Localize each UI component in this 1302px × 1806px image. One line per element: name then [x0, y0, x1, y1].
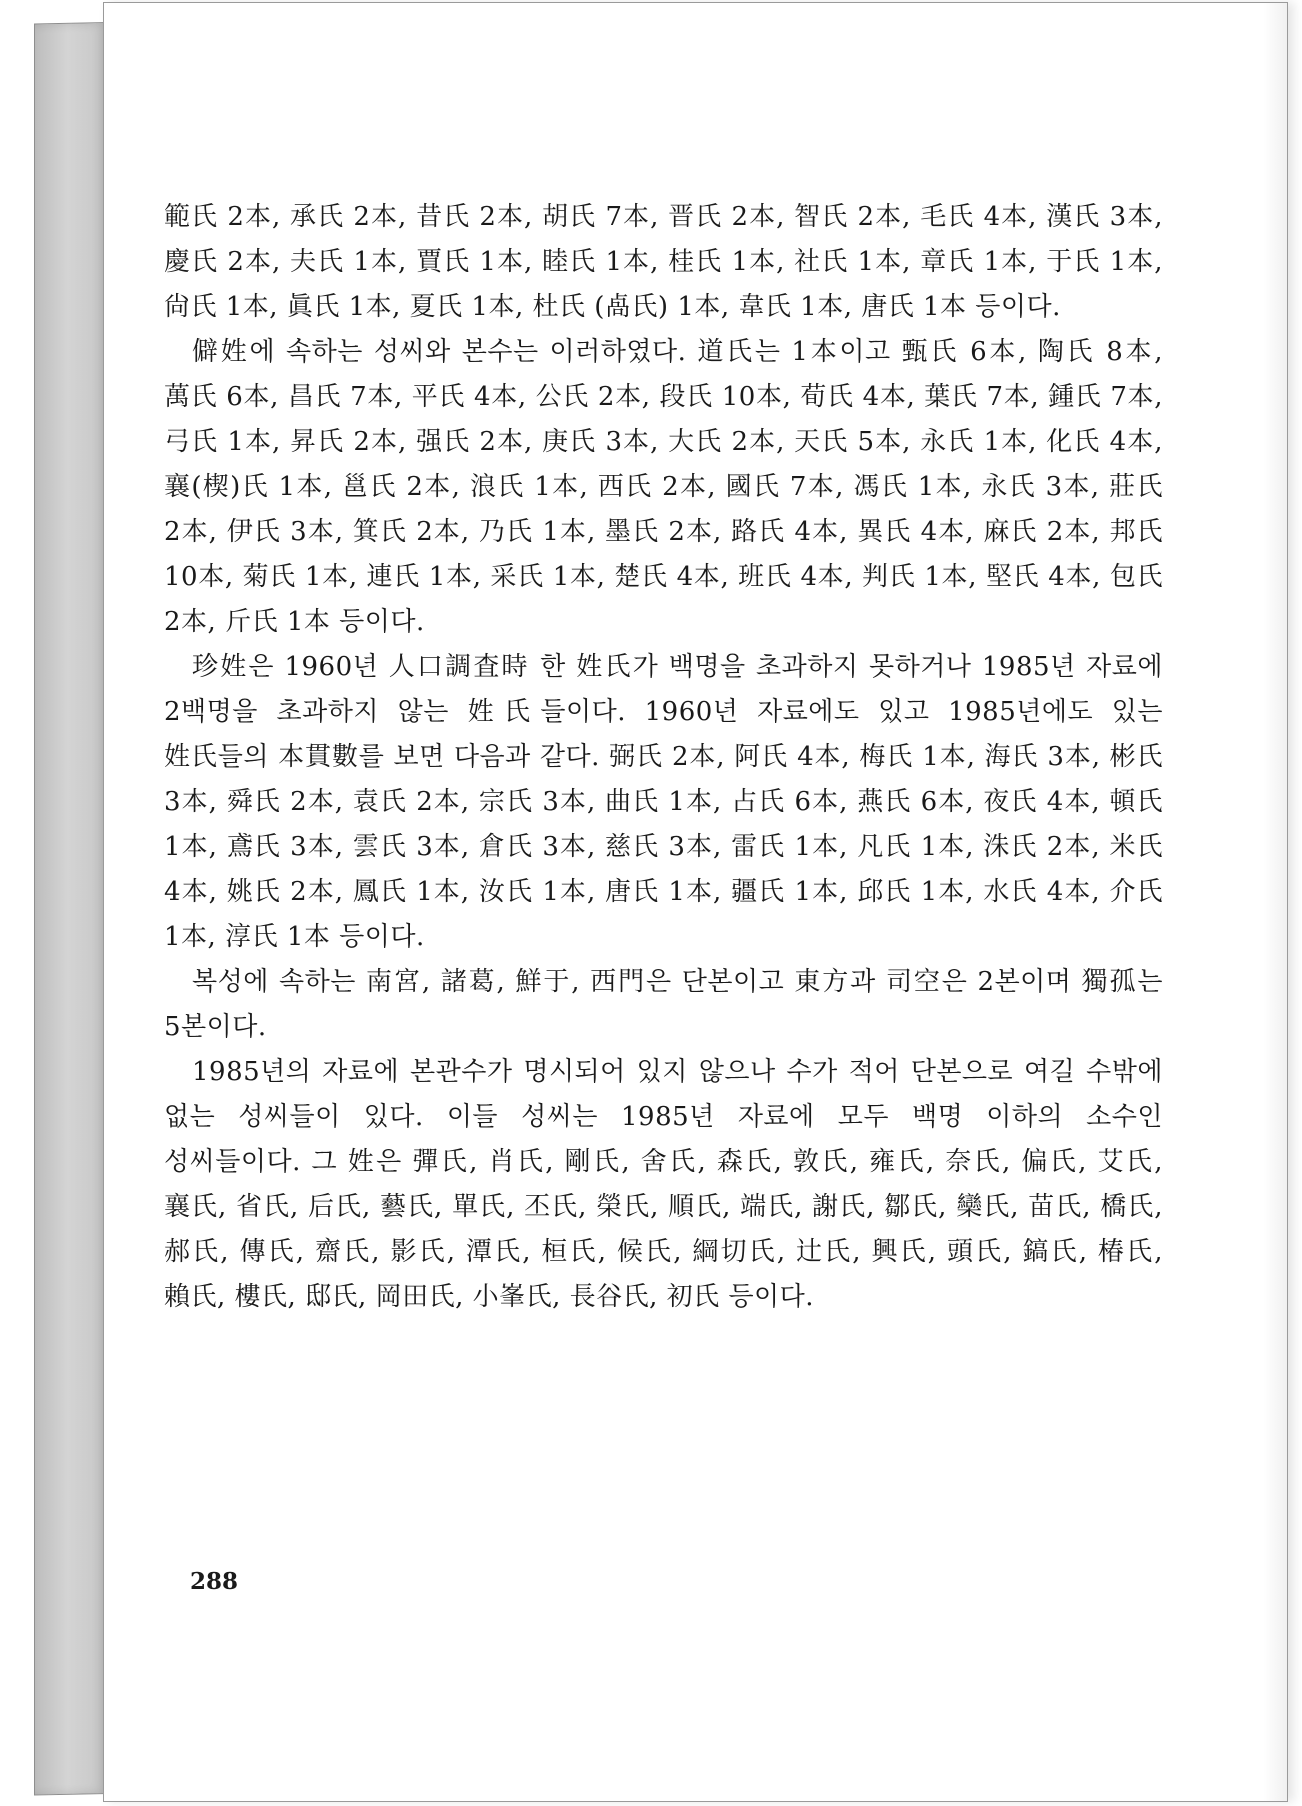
body-text — [164, 195, 1163, 1320]
page-number: 288 — [190, 1568, 239, 1595]
page-edge-shadow — [1263, 3, 1287, 1801]
paragraph-continued-surnames: 範氏 2本, 承氏 2本, 昔氏 2本, 胡氏 7本, 晋氏 2本, 智氏 2本, 毛氏 4本, 漢氏 3本, 慶氏 2本, 夫氏 1本, 賈氏 1本, 睦氏 1本, 桂氏 1本, 社氏 1本, 章氏 1本, 于氏 1本, 尙氏 1本, 眞氏 1本, 夏氏 1本, 杜氏 (卨氏) 1本, 韋氏 1本, 唐氏 1本 등이다. — [164, 202, 1163, 322]
paragraph-rare-surnames: 僻姓에 속하는 성씨와 본수는 이러하였다. 道氏는 1本이고 甄氏 6本, 陶氏 8本, 萬氏 6本, 昌氏 7本, 平氏 4本, 公氏 2本, 段氏 10本, 荀氏 4本, 葉氏 7本, 鍾氏 7本, 弓氏 1本, 昇氏 2本, 强氏 2本, 庚氏 3本, 大氏 2本, 天氏 5本, 永氏 1本, 化氏 4本, 襄(楔)氏 1本, 邕氏 2本, 浪氏 1本, 西氏 2本, 國氏 7本, 馮氏 1本, 永氏 3本, 莊氏 2本, 伊氏 3本, 箕氏 2本, 乃氏 1本, 墨氏 2本, 路氏 4本, 異氏 4本, 麻氏 2本, 邦氏 10本, 菊氏 1本, 連氏 1本, 采氏 1本, 楚氏 4本, 班氏 4本, 判氏 1本, 堅氏 4本, 包氏 2本, 斤氏 1本 등이다. — [164, 337, 1163, 637]
paragraph-single-origin-surnames: 1985년의 자료에 본관수가 명시되어 있지 않으나 수가 적어 단본으로 여길 수밖에 없는 성씨들이 있다. 이들 성씨는 1985년 자료에 모두 백명 이하의 소수인 성씨들이다. 그 姓은 彈氏, 肖氏, 剛氏, 舍氏, 森氏, 敦氏, 雍氏, 奈氏, 偏氏, 艾氏, 襄氏, 省氏, 后氏, 藝氏, 單氏, 丕氏, 榮氏, 順氏, 端氏, 謝氏, 鄒氏, 欒氏, 苗氏, 橋氏, 郝氏, 傳氏, 齋氏, 影氏, 潭氏, 桓氏, 候氏, 綱切氏, 辻氏, 興氏, 頭氏, 鎬氏, 椿氏, 賴氏, 樓氏, 邸氏, 岡田氏, 小峯氏, 長谷氏, 初氏 등이다. — [164, 1057, 1163, 1312]
book-spine — [34, 22, 108, 1796]
paragraph-compound-surnames: 복성에 속하는 南宮, 諸葛, 鮮于, 西門은 단본이고 東方과 司空은 2본이며 獨孤는 5본이다. — [164, 967, 1163, 1042]
paragraph-very-rare-surnames: 珍姓은 1960년 人口調査時 한 姓氏가 백명을 초과하지 못하거나 1985년 자료에 2백명을 초과하지 않는 姓氏들이다. 1960년 자료에도 있고 1985년에도 있는 姓氏들의 本貫數를 보면 다음과 같다. 弼氏 2本, 阿氏 4本, 梅氏 1本, 海氏 3本, 彬氏 3本, 舜氏 2本, 袁氏 2本, 宗氏 3本, 曲氏 1本, 占氏 6本, 燕氏 6本, 夜氏 4本, 頓氏 1本, 鳶氏 3本, 雲氏 3本, 倉氏 3本, 慈氏 3本, 雷氏 1本, 凡氏 1本, 洙氏 2本, 米氏 4本, 姚氏 2本, 鳳氏 1本, 汝氏 1本, 唐氏 1本, 疆氏 1本, 邱氏 1本, 水氏 4本, 介氏 1本, 淳氏 1本 등이다. — [164, 652, 1163, 952]
